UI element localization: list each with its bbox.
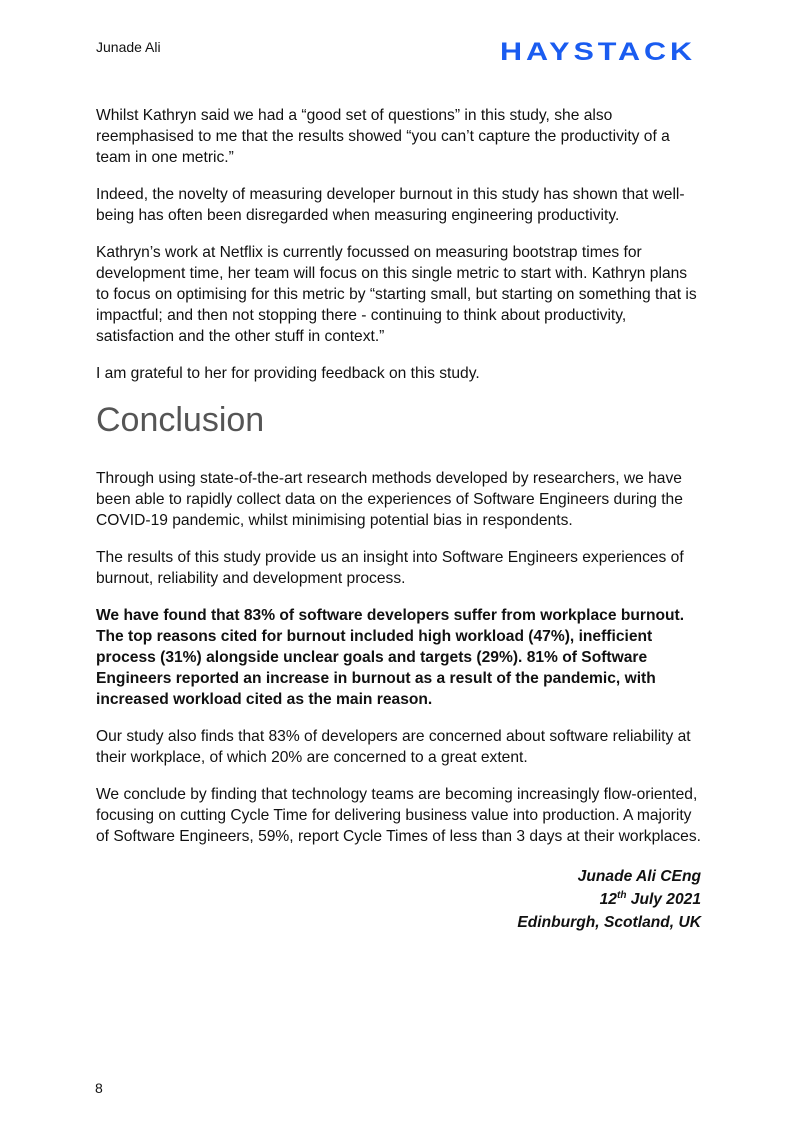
paragraph-insight: The results of this study provide us an insight into Software Engineers experiences of burnout, reliability and development process. — [96, 549, 684, 587]
signature-block — [96, 865, 701, 934]
signature-date-day: 12 — [599, 891, 617, 908]
conclusion-heading: Conclusion — [96, 401, 265, 439]
logo-text: HAYSTACK — [500, 38, 696, 66]
paragraph-methods: Through using state-of-the-art research methods developed by researchers, we have been able to rapidly collect data on the experiences of Software Engineers during the COVID-19 pandemic, whilst minimising potential bias in respondents. — [96, 470, 683, 529]
paragraph-netflix: Kathryn’s work at Netflix is currently focussed on measuring bootstrap times for development time, her team will focus on this single metric to start with. Kathryn plans to focus on optimising for this metric by “starting small, but starting on something that is impactful; and then not stopping there - continuing to think about productivity, satisfaction and the other stuff in context.” — [96, 244, 697, 345]
paragraph-reliability: Our study also finds that 83% of developers are concerned about software reliability at their workplace, of which 20% are concerned to a great extent. — [96, 728, 691, 766]
paragraph-questions: Whilst Kathryn said we had a “good set of questions” in this study, she also reemphasised to me that the results showed “you can’t capture the productivity of a team in one metric.” — [96, 107, 670, 166]
page-number: 8 — [95, 1080, 103, 1096]
haystack-logo — [500, 35, 698, 67]
signature-location: Edinburgh, Scotland, UK — [517, 914, 701, 931]
signature-date — [96, 888, 701, 911]
main-content — [96, 105, 701, 934]
header-author: Junade Ali — [96, 39, 161, 55]
paragraph-cycle-time: We conclude by finding that technology teams are becoming increasingly flow-oriented, focusing on cutting Cycle Time for delivering business value into production. A majority of Software Engineers, 59%, report Cycle Times of less than 3 days at their workplaces. — [96, 786, 701, 845]
signature-date-rest: July 2021 — [626, 891, 701, 908]
paragraph-novelty: Indeed, the novelty of measuring developer burnout in this study has shown that well-being has often been disregarded when measuring engineering productivity. — [96, 186, 685, 224]
signature-name: Junade Ali CEng — [577, 868, 701, 885]
paragraph-key-findings: We have found that 83% of software developers suffer from workplace burnout. The top reasons cited for burnout included high workload (47%), inefficient process (31%) alongside unclear goals and targets (29%). 81% of Software Engineers reported an increase in burnout as a result of the pandemic, with increased workload cited as the main reason. — [96, 607, 685, 708]
signature-date-suffix: th — [616, 889, 627, 901]
paragraph-gratitude: I am grateful to her for providing feedback on this study. — [96, 365, 480, 382]
